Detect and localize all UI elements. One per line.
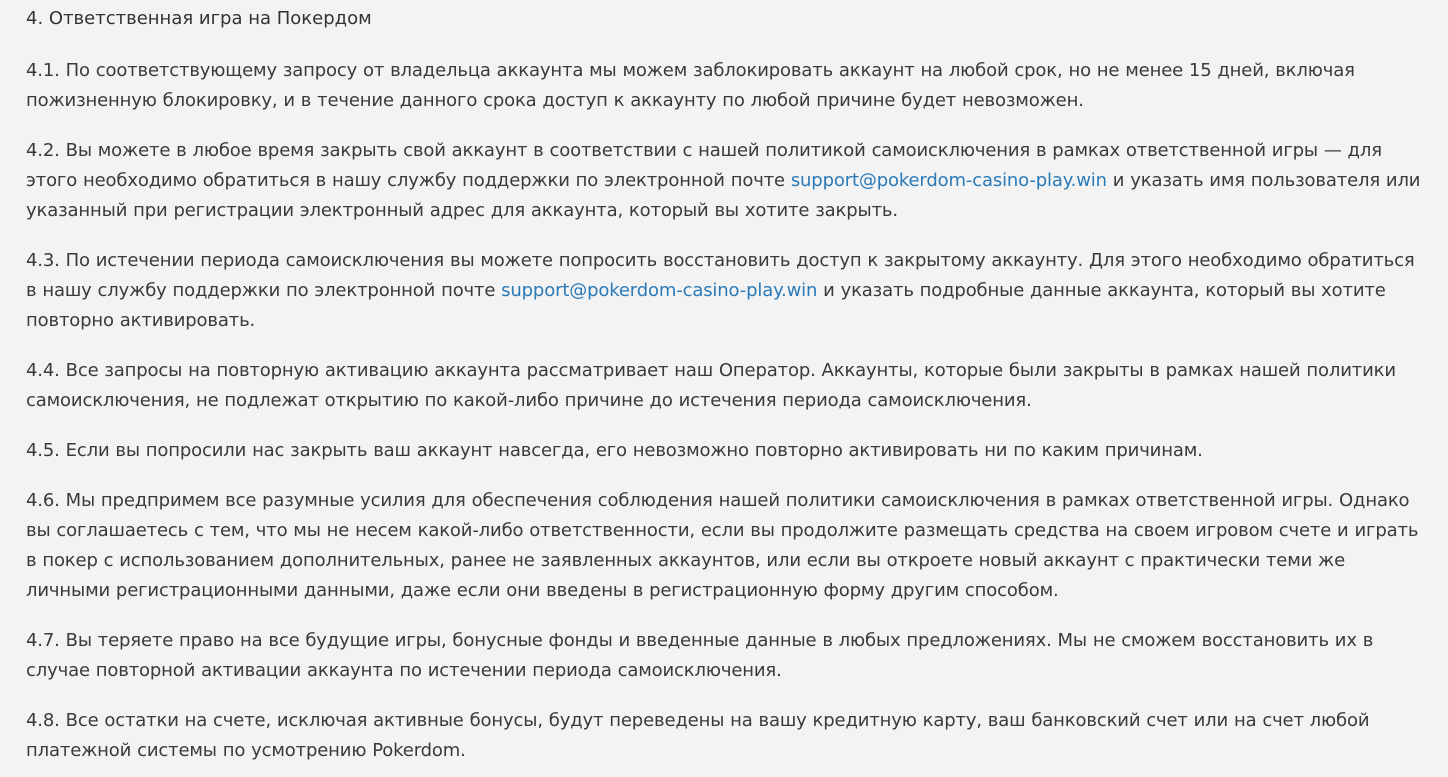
support-email-link[interactable]: support@pokerdom-casino-play.win <box>501 280 818 301</box>
paragraph-4-2-text-end: и указать имя пользователя или указанный при регистрации электронный адрес для аккаунта, который вы хотите закрыть. <box>26 170 1421 221</box>
paragraph-4-1: 4.1. По соответствующему запросу от владельца аккаунта мы можем заблокировать аккаунт на любой срок, но не менее 15 дней, включая пожизненную блокировку, и в течение данного срока доступ к аккаунту по любой причине будет невозможен. <box>26 60 1355 111</box>
paragraph-4-2-text-start: 4.2. Вы можете в любое время закрыть свой аккаунт в соответствии с нашей политикой самоисключения в рамках ответственной игры — для этого необходимо обратиться в нашу службу поддержки по электронной почте <box>26 140 1382 191</box>
paragraph-4-8: 4.8. Все остатки на счете, исключая активные бонусы, будут переведены на вашу кредитную карту, ваш банковский счет или на счет любой платежной системы по усмотрению Pokerdom. <box>26 710 1370 761</box>
paragraph-4-4: 4.4. Все запросы на повторную активацию аккаунта рассматривает наш Оператор. Аккаунты, которые были закрыты в рамках нашей политики самоисключения, не подлежат открытию по какой-либо причине до истечения периода самоисключения. <box>26 360 1396 411</box>
paragraph-4-3-text-start: 4.3. По истечении периода самоисключения вы можете попросить восстановить доступ к закрытому аккаунту. Для этого необходимо обратиться в нашу службу поддержки по электронной почте <box>26 250 1415 301</box>
paragraph-4-3-text-end: и указать подробные данные аккаунта, который вы хотите повторно активировать. <box>26 280 1386 331</box>
paragraph-4-3 <box>26 246 1426 336</box>
paragraph-4-7: 4.7. Вы теряете право на все будущие игры, бонусные фонды и введенные данные в любых предложениях. Мы не сможем восстановить их в случае повторной активации аккаунта по истечении периода самоисключения. <box>26 630 1374 681</box>
paragraph-4-5: 4.5. Если вы попросили нас закрыть ваш аккаунт навсегда, его невозможно повторно активировать ни по каким причинам. <box>26 440 1203 461</box>
section-title: 4. Ответственная игра на Покердом <box>26 8 372 29</box>
paragraph-4-6: 4.6. Мы предпримем все разумные усилия для обеспечения соблюдения нашей политики самоисключения в рамках ответственной игры. Однако вы соглашаетесь с тем, что мы не несем какой-либо ответственности, если вы продолжите размещать средства на своем игровом счете и играть в покер с использованием дополнительных, ранее не заявленных аккаунтов, или если вы откроете новый аккаунт с практически теми же личными регистрационными данными, даже если они введены в регистрационную форму другим способом. <box>26 490 1419 601</box>
document-body <box>26 4 1426 766</box>
paragraph-4-2 <box>26 136 1426 226</box>
support-email-link[interactable]: support@pokerdom-casino-play.win <box>790 170 1107 191</box>
